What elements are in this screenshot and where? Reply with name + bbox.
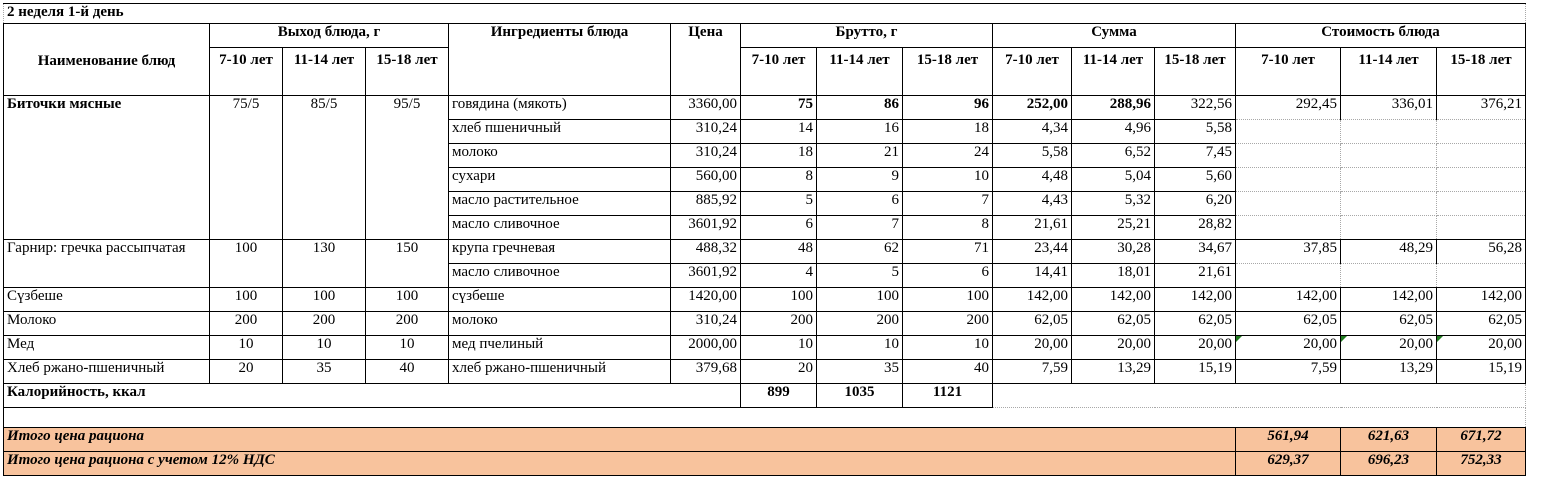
empty-cell[interactable] (1341, 168, 1437, 192)
dish-yield[interactable]: 100 (283, 288, 366, 312)
ingredient-brutto[interactable]: 6 (817, 192, 903, 216)
header-yield-age[interactable]: 7-10 лет (210, 48, 283, 96)
header-cost-age[interactable]: 11-14 лет (1341, 48, 1437, 96)
ingredient-sum[interactable]: 20,00 (1155, 336, 1236, 360)
empty-cell[interactable] (4, 408, 1526, 428)
ingredient-sum[interactable]: 21,61 (993, 216, 1072, 240)
empty-cell[interactable] (1341, 264, 1437, 288)
ingredient-brutto[interactable]: 96 (903, 96, 993, 120)
ingredient-sum[interactable]: 14,41 (993, 264, 1072, 288)
dish-yield[interactable]: 20 (210, 360, 283, 384)
ingredient-brutto[interactable]: 100 (817, 288, 903, 312)
ingredient-price[interactable]: 379,68 (671, 360, 741, 384)
header-yield-age[interactable]: 11-14 лет (283, 48, 366, 96)
total-row (4, 452, 1526, 476)
table-row (4, 288, 1526, 312)
ingredient-sum[interactable]: 25,21 (1072, 216, 1155, 240)
ingredient-brutto[interactable]: 18 (903, 120, 993, 144)
header-row (4, 24, 1526, 48)
ingredient-sum[interactable]: 6,52 (1072, 144, 1155, 168)
ingredient-price[interactable]: 3601,92 (671, 264, 741, 288)
ingredient-sum[interactable]: 62,05 (1155, 312, 1236, 336)
empty-cell[interactable] (1236, 216, 1341, 240)
total-value[interactable]: 621,63 (1341, 428, 1437, 452)
ingredient-price[interactable]: 560,00 (671, 168, 741, 192)
dish-yield[interactable]: 35 (283, 360, 366, 384)
empty-cell[interactable] (1236, 120, 1341, 144)
dish-cost[interactable]: 336,01 (1341, 96, 1437, 120)
empty-cell[interactable] (1437, 264, 1526, 288)
menu-cost-table (3, 3, 1526, 476)
ingredient-sum[interactable]: 4,43 (993, 192, 1072, 216)
header-yield-age[interactable]: 15-18 лет (366, 48, 449, 96)
dish-yield[interactable]: 95/5 (366, 96, 449, 240)
ingredient-brutto[interactable]: 200 (903, 312, 993, 336)
ingredient-sum[interactable]: 5,58 (1155, 120, 1236, 144)
ingredient-sum[interactable]: 142,00 (1155, 288, 1236, 312)
ingredient-name[interactable]: масло сливочное (449, 264, 671, 288)
dish-cost[interactable]: 20,00 (1437, 336, 1526, 360)
dish-name[interactable]: Хлеб ржано-пшеничный (4, 360, 210, 384)
ingredient-brutto[interactable]: 10 (817, 336, 903, 360)
ingredient-name[interactable]: молоко (449, 312, 671, 336)
ingredient-brutto[interactable]: 20 (741, 360, 817, 384)
dish-cost[interactable]: 20,00 (1236, 336, 1341, 360)
dish-cost[interactable]: 62,05 (1341, 312, 1437, 336)
total-value[interactable]: 561,94 (1236, 428, 1341, 452)
ingredient-brutto[interactable]: 71 (903, 240, 993, 264)
ingredient-sum[interactable]: 4,34 (993, 120, 1072, 144)
ingredient-name[interactable]: говядина (мякоть) (449, 96, 671, 120)
ingredient-brutto[interactable]: 200 (817, 312, 903, 336)
header-sum[interactable]: Сумма (993, 24, 1236, 48)
ingredient-sum[interactable]: 7,45 (1155, 144, 1236, 168)
ingredient-price[interactable]: 3360,00 (671, 96, 741, 120)
dish-yield[interactable]: 100 (210, 240, 283, 288)
dish-cost[interactable]: 48,29 (1341, 240, 1437, 264)
ingredient-brutto[interactable]: 16 (817, 120, 903, 144)
dish-cost[interactable]: 15,19 (1437, 360, 1526, 384)
header-brutto-age[interactable]: 7-10 лет (741, 48, 817, 96)
ingredient-sum[interactable]: 142,00 (1072, 288, 1155, 312)
total-value[interactable]: 671,72 (1437, 428, 1526, 452)
ingredient-sum[interactable]: 20,00 (993, 336, 1072, 360)
header-brutto[interactable]: Брутто, г (741, 24, 993, 48)
ingredient-brutto[interactable]: 35 (817, 360, 903, 384)
dish-yield[interactable]: 100 (210, 288, 283, 312)
empty-cell[interactable] (1236, 168, 1341, 192)
total-label[interactable]: Итого цена рациона (4, 428, 1236, 452)
ingredient-brutto[interactable]: 9 (817, 168, 903, 192)
ingredient-brutto[interactable]: 5 (741, 192, 817, 216)
header-ingredients[interactable]: Ингредиенты блюда (449, 24, 671, 96)
spacer-row (4, 408, 1526, 428)
ingredient-sum[interactable]: 322,56 (1155, 96, 1236, 120)
calories-label[interactable]: Калорийность, ккал (4, 384, 741, 408)
empty-cell[interactable] (1341, 120, 1437, 144)
ingredient-name[interactable]: сүзбеше (449, 288, 671, 312)
dish-cost[interactable]: 56,28 (1437, 240, 1526, 264)
ingredient-brutto[interactable]: 200 (741, 312, 817, 336)
ingredient-price[interactable]: 3601,92 (671, 216, 741, 240)
dish-cost[interactable]: 20,00 (1341, 336, 1437, 360)
empty-cell[interactable] (1437, 144, 1526, 168)
dish-name[interactable]: Сүзбеше (4, 288, 210, 312)
ingredient-brutto[interactable]: 100 (741, 288, 817, 312)
dish-yield[interactable]: 10 (366, 336, 449, 360)
total-value[interactable]: 629,37 (1236, 452, 1341, 476)
dish-name[interactable]: Биточки мясные (4, 96, 210, 240)
dish-yield[interactable]: 10 (283, 336, 366, 360)
dish-cost[interactable]: 7,59 (1236, 360, 1341, 384)
empty-cell[interactable] (1341, 216, 1437, 240)
empty-cell[interactable] (993, 384, 1526, 408)
ingredient-brutto[interactable]: 24 (903, 144, 993, 168)
header-cost[interactable]: Стоимость блюда (1236, 24, 1526, 48)
ingredient-sum[interactable]: 62,05 (1072, 312, 1155, 336)
ingredient-brutto[interactable]: 10 (903, 336, 993, 360)
calories-row (4, 384, 1526, 408)
ingredient-price[interactable]: 2000,00 (671, 336, 741, 360)
calories-value[interactable]: 1035 (817, 384, 903, 408)
ingredient-brutto[interactable]: 40 (903, 360, 993, 384)
ingredient-brutto[interactable]: 48 (741, 240, 817, 264)
ingredient-brutto[interactable]: 62 (817, 240, 903, 264)
dish-cost[interactable]: 62,05 (1437, 312, 1526, 336)
empty-cell[interactable] (1236, 192, 1341, 216)
header-row (4, 48, 1526, 96)
header-cost-age[interactable]: 7-10 лет (1236, 48, 1341, 96)
calories-value[interactable]: 899 (741, 384, 817, 408)
ingredient-brutto[interactable]: 18 (741, 144, 817, 168)
ingredient-brutto[interactable]: 6 (741, 216, 817, 240)
ingredient-sum[interactable]: 5,32 (1072, 192, 1155, 216)
ingredient-brutto[interactable]: 8 (903, 216, 993, 240)
empty-cell[interactable] (1437, 168, 1526, 192)
title-row (4, 4, 1526, 24)
ingredient-sum[interactable]: 34,67 (1155, 240, 1236, 264)
dish-yield[interactable]: 10 (210, 336, 283, 360)
ingredient-sum[interactable]: 15,19 (1155, 360, 1236, 384)
dish-yield[interactable]: 40 (366, 360, 449, 384)
ingredient-price[interactable]: 310,24 (671, 144, 741, 168)
ingredient-sum[interactable]: 62,05 (993, 312, 1072, 336)
dish-cost[interactable]: 142,00 (1341, 288, 1437, 312)
ingredient-price[interactable]: 310,24 (671, 312, 741, 336)
header-brutto-age[interactable]: 11-14 лет (817, 48, 903, 96)
ingredient-brutto[interactable]: 8 (741, 168, 817, 192)
header-cost-age[interactable]: 15-18 лет (1437, 48, 1526, 96)
ingredient-name[interactable]: масло сливочное (449, 216, 671, 240)
dish-yield[interactable]: 150 (366, 240, 449, 288)
empty-cell[interactable] (1236, 144, 1341, 168)
dish-cost[interactable]: 37,85 (1236, 240, 1341, 264)
ingredient-name[interactable]: хлеб ржано-пшеничный (449, 360, 671, 384)
total-value[interactable]: 696,23 (1341, 452, 1437, 476)
ingredient-sum[interactable]: 252,00 (993, 96, 1072, 120)
ingredient-brutto[interactable]: 6 (903, 264, 993, 288)
ingredient-sum[interactable]: 21,61 (1155, 264, 1236, 288)
ingredient-brutto[interactable]: 86 (817, 96, 903, 120)
header-sum-age[interactable]: 7-10 лет (993, 48, 1072, 96)
empty-cell[interactable] (1341, 144, 1437, 168)
ingredient-name[interactable]: крупа гречневая (449, 240, 671, 264)
table-row (4, 336, 1526, 360)
dish-name[interactable]: Молоко (4, 312, 210, 336)
header-sum-age[interactable]: 15-18 лет (1155, 48, 1236, 96)
ingredient-sum[interactable]: 30,28 (1072, 240, 1155, 264)
empty-cell[interactable] (1236, 264, 1341, 288)
ingredient-brutto[interactable]: 100 (903, 288, 993, 312)
dish-yield[interactable]: 75/5 (210, 96, 283, 240)
ingredient-brutto[interactable]: 5 (817, 264, 903, 288)
ingredient-sum[interactable]: 23,44 (993, 240, 1072, 264)
sheet-title[interactable]: 2 неделя 1-й день (4, 4, 1526, 24)
dish-cost[interactable]: 62,05 (1236, 312, 1341, 336)
table-row (4, 360, 1526, 384)
table-row (4, 240, 1526, 264)
dish-yield[interactable]: 100 (366, 288, 449, 312)
ingredient-price[interactable]: 885,92 (671, 192, 741, 216)
ingredient-brutto[interactable]: 75 (741, 96, 817, 120)
ingredient-sum[interactable]: 288,96 (1072, 96, 1155, 120)
ingredient-brutto[interactable]: 7 (903, 192, 993, 216)
ingredient-sum[interactable]: 4,96 (1072, 120, 1155, 144)
header-dish-name[interactable]: Наименование блюд (4, 24, 210, 96)
ingredient-sum[interactable]: 13,29 (1072, 360, 1155, 384)
total-row (4, 428, 1526, 452)
table-row (4, 312, 1526, 336)
dish-yield[interactable]: 200 (210, 312, 283, 336)
ingredient-brutto[interactable]: 10 (903, 168, 993, 192)
dish-cost[interactable]: 142,00 (1437, 288, 1526, 312)
dish-name[interactable]: Мед (4, 336, 210, 360)
ingredient-brutto[interactable]: 21 (817, 144, 903, 168)
ingredient-brutto[interactable]: 14 (741, 120, 817, 144)
empty-cell[interactable] (1437, 120, 1526, 144)
ingredient-sum[interactable]: 7,59 (993, 360, 1072, 384)
empty-cell[interactable] (1437, 192, 1526, 216)
ingredient-sum[interactable]: 5,04 (1072, 168, 1155, 192)
ingredient-name[interactable]: молоко (449, 144, 671, 168)
ingredient-name[interactable]: сухари (449, 168, 671, 192)
ingredient-name[interactable]: хлеб пшеничный (449, 120, 671, 144)
dish-cost[interactable]: 292,45 (1236, 96, 1341, 120)
ingredient-price[interactable]: 310,24 (671, 120, 741, 144)
ingredient-name[interactable]: мед пчелиный (449, 336, 671, 360)
ingredient-sum[interactable]: 20,00 (1072, 336, 1155, 360)
calories-value[interactable]: 1121 (903, 384, 993, 408)
ingredient-sum[interactable]: 4,48 (993, 168, 1072, 192)
header-price[interactable]: Цена (671, 24, 741, 96)
table-row (4, 96, 1526, 120)
dish-cost[interactable]: 376,21 (1437, 96, 1526, 120)
header-brutto-age[interactable]: 15-18 лет (903, 48, 993, 96)
ingredient-brutto[interactable]: 4 (741, 264, 817, 288)
ingredient-name[interactable]: масло растительное (449, 192, 671, 216)
ingredient-brutto[interactable]: 7 (817, 216, 903, 240)
ingredient-price[interactable]: 488,32 (671, 240, 741, 264)
dish-cost[interactable]: 142,00 (1236, 288, 1341, 312)
dish-cost[interactable]: 13,29 (1341, 360, 1437, 384)
ingredient-brutto[interactable]: 10 (741, 336, 817, 360)
ingredient-sum[interactable]: 142,00 (993, 288, 1072, 312)
dish-name[interactable]: Гарнир: гречка рассыпчатая (4, 240, 210, 288)
dish-yield[interactable]: 130 (283, 240, 366, 288)
empty-cell[interactable] (1437, 216, 1526, 240)
dish-yield[interactable]: 85/5 (283, 96, 366, 240)
total-label[interactable]: Итого цена рациона с учетом 12% НДС (4, 452, 1236, 476)
dish-yield[interactable]: 200 (283, 312, 366, 336)
empty-cell[interactable] (1341, 192, 1437, 216)
ingredient-sum[interactable]: 6,20 (1155, 192, 1236, 216)
ingredient-sum[interactable]: 5,58 (993, 144, 1072, 168)
header-yield[interactable]: Выход блюда, г (210, 24, 449, 48)
ingredient-price[interactable]: 1420,00 (671, 288, 741, 312)
header-sum-age[interactable]: 11-14 лет (1072, 48, 1155, 96)
dish-yield[interactable]: 200 (366, 312, 449, 336)
ingredient-sum[interactable]: 28,82 (1155, 216, 1236, 240)
ingredient-sum[interactable]: 5,60 (1155, 168, 1236, 192)
total-value[interactable]: 752,33 (1437, 452, 1526, 476)
ingredient-sum[interactable]: 18,01 (1072, 264, 1155, 288)
